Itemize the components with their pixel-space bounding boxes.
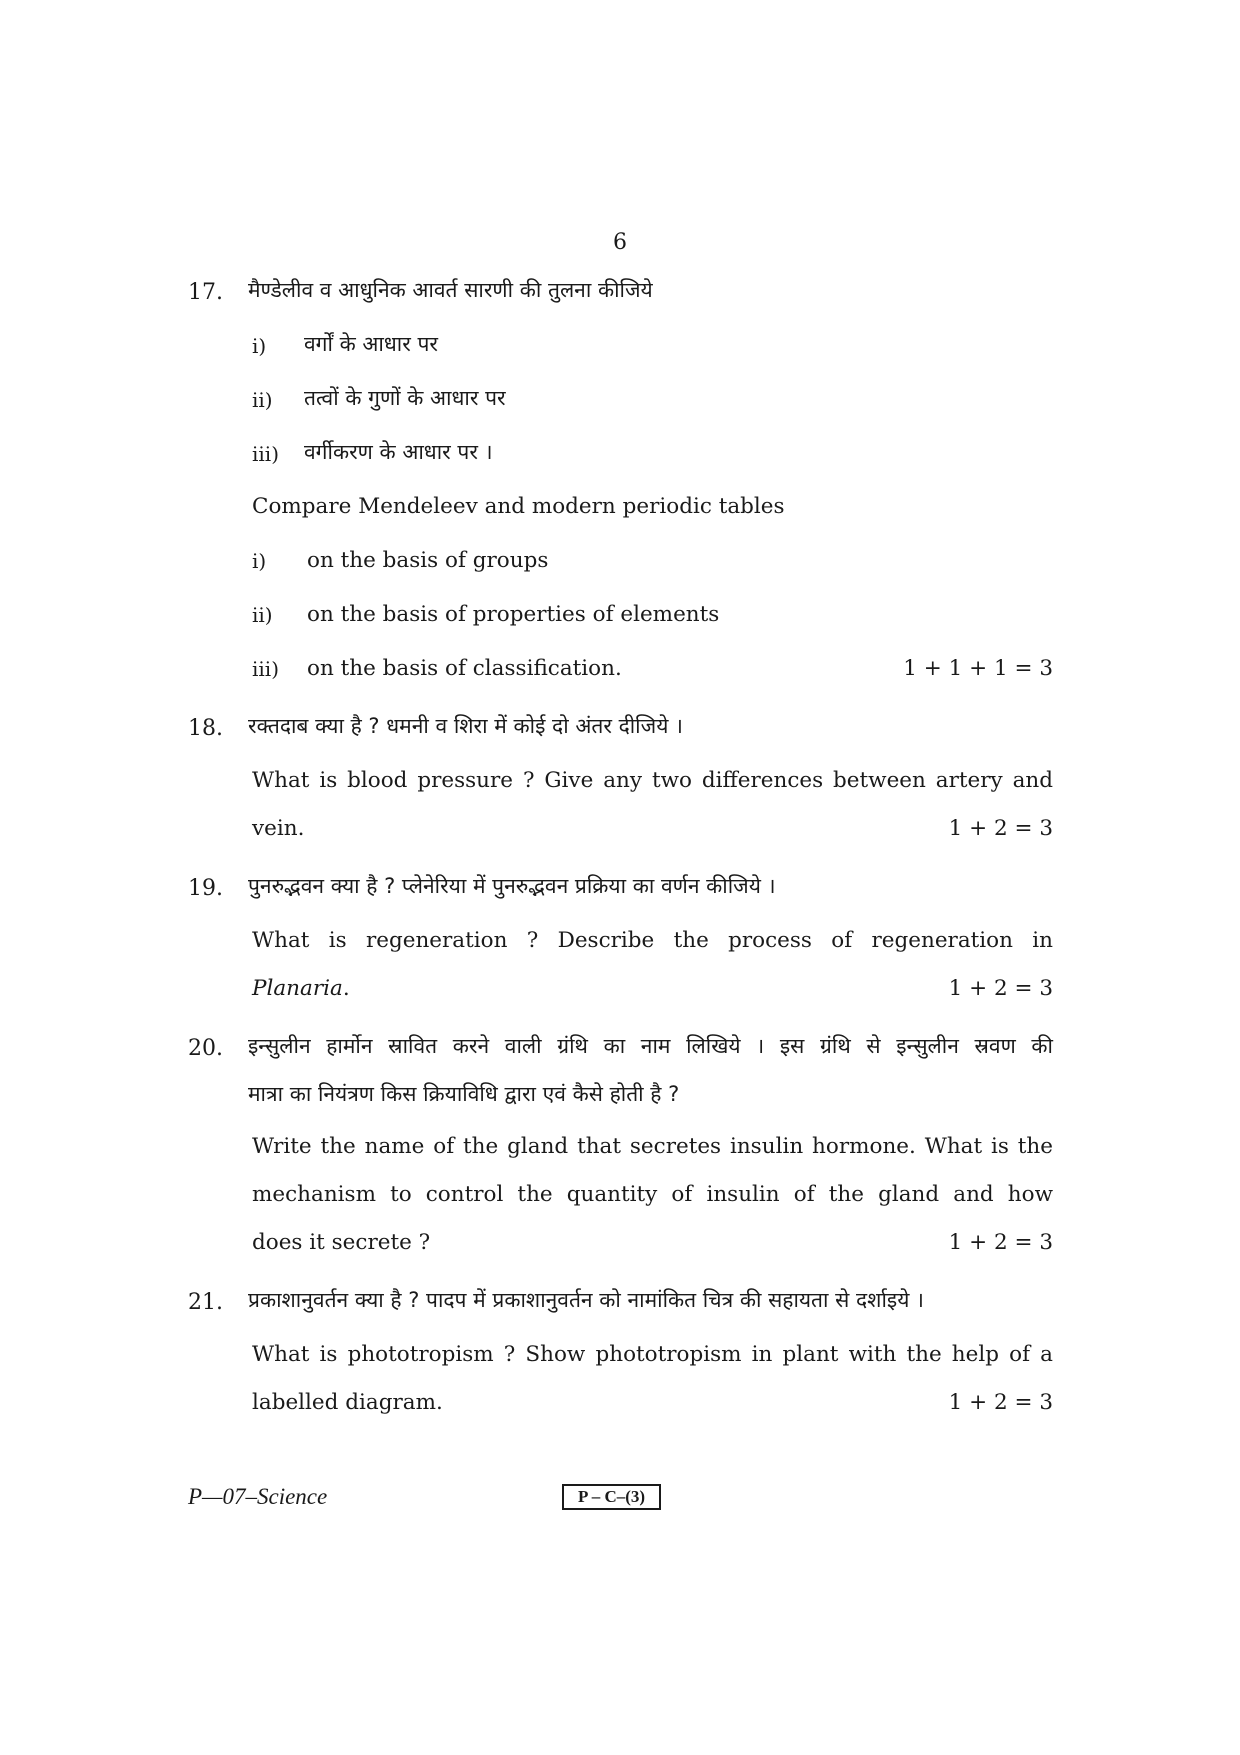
question-number: 18. (188, 716, 223, 741)
question-english-line: vein. (252, 816, 305, 841)
question-hindi-text: प्रकाशानुवर्तन क्या है ? पादप में प्रकाशानुवर्तन को नामांकित चित्र की सहायता से दर्शाइये । (248, 1288, 925, 1312)
question-hindi-text: पुनरुद्भवन क्या है ? प्लेनेरिया में पुनरुद्भवन प्रक्रिया का वर्णन कीजिये । (248, 874, 776, 898)
footer-subject: P—07–Science (188, 1484, 328, 1509)
question-english-line: labelled diagram. (252, 1390, 443, 1415)
list-item-label: iii) (252, 657, 279, 681)
question-english-line: What is phototropism ? Show phototropism in plant with the help of a (252, 1342, 1053, 1367)
question-number: 21. (188, 1290, 223, 1315)
list-item-text: वर्गीकरण के आधार पर । (304, 440, 493, 464)
species-name: Planaria (252, 976, 343, 1001)
list-item-text: वर्गों के आधार पर (304, 332, 439, 356)
question-number: 20. (188, 1036, 223, 1061)
question-english-text: Compare Mendeleev and modern periodic tables (252, 494, 785, 519)
list-item-label: i) (252, 549, 267, 573)
list-item-label: ii) (252, 388, 273, 412)
question-english-line: does it secrete ? (252, 1230, 431, 1255)
page-number: 6 (613, 230, 627, 255)
list-item-label: iii) (252, 442, 279, 466)
marks: 1 + 2 = 3 (948, 1230, 1053, 1255)
list-item-label: i) (252, 334, 267, 358)
question-english-line: Write the name of the gland that secretes insulin hormone. What is the (252, 1134, 1053, 1159)
question-hindi-text: मैण्डेलीव व आधुनिक आवर्त सारणी की तुलना कीजिये (248, 278, 653, 302)
question-hindi-line: मात्रा का नियंत्रण किस क्रियाविधि द्वारा एवं कैसे होती है ? (248, 1082, 680, 1106)
question-hindi-text: रक्तदाब क्या है ? धमनी व शिरा में कोई दो अंतर दीजिये । (248, 714, 684, 738)
list-item-text: on the basis of groups (307, 548, 549, 573)
footer-code-box: P – C–(3) (562, 1484, 661, 1510)
question-hindi-line: इन्सुलीन हार्मोन स्रावित करने वाली ग्रंथि का नाम लिखिये । इस ग्रंथि से इन्सुलीन स्रवण की (248, 1034, 1053, 1058)
marks: 1 + 2 = 3 (948, 816, 1053, 841)
list-item-label: ii) (252, 603, 273, 627)
question-english-line: mechanism to control the quantity of insulin of the gland and how (252, 1182, 1053, 1207)
question-number: 19. (188, 876, 223, 901)
question-english-line (252, 976, 350, 1001)
sentence-end: . (342, 976, 350, 1001)
question-english-line: What is blood pressure ? Give any two differences between artery and (252, 768, 1053, 793)
marks: 1 + 1 + 1 = 3 (903, 656, 1053, 681)
marks: 1 + 2 = 3 (948, 1390, 1053, 1415)
list-item-text: on the basis of classification. (307, 656, 622, 681)
list-item-text: on the basis of properties of elements (307, 602, 720, 627)
question-english-line: What is regeneration ? Describe the process of regeneration in (252, 928, 1053, 953)
marks: 1 + 2 = 3 (948, 976, 1053, 1001)
list-item-text: तत्वों के गुणों के आधार पर (304, 386, 506, 410)
question-number: 17. (188, 280, 223, 305)
